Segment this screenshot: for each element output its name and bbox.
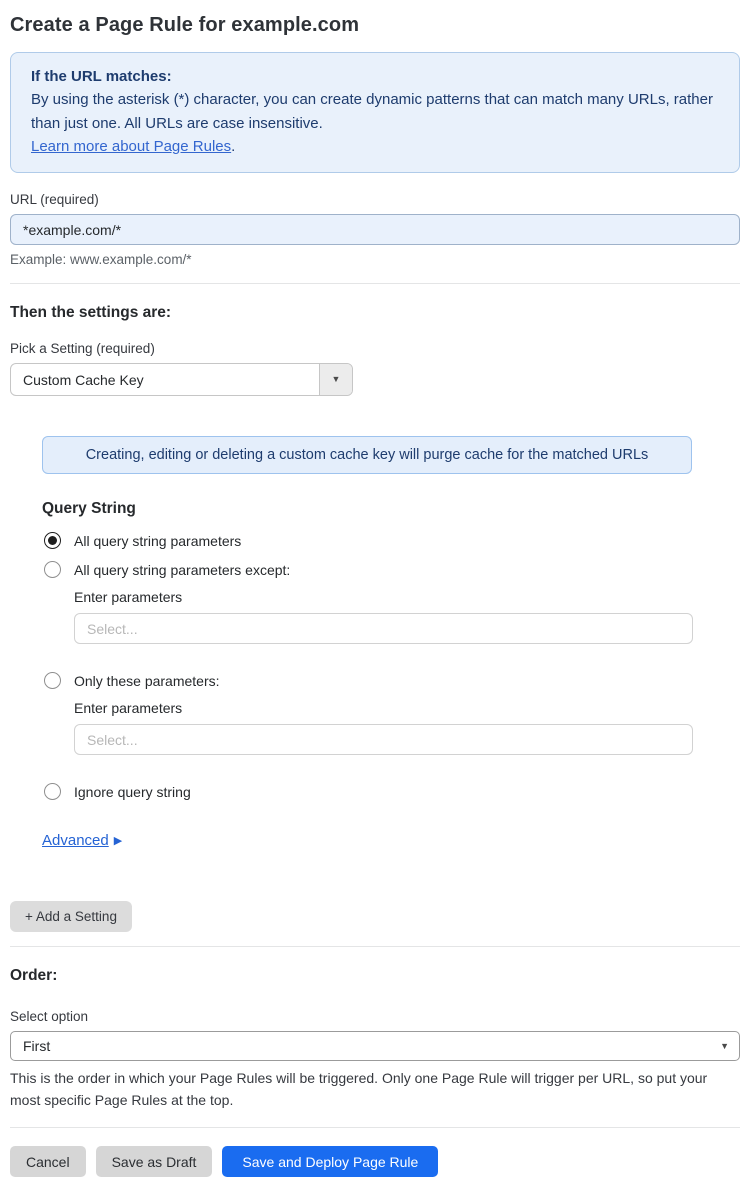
triangle-right-icon: ▶ [113,835,123,847]
order-heading: Order: [10,967,58,984]
footer-actions [10,1146,740,1177]
save-and-deploy-button[interactable]: Save and Deploy Page Rule [222,1146,438,1177]
radio-ignore-query-string[interactable] [44,783,740,800]
order-select[interactable] [10,1031,740,1061]
advanced-link[interactable] [42,832,122,849]
radio-label: All query string parameters [74,532,242,549]
learn-more-link[interactable]: Learn more about Page Rules [31,137,232,155]
url-field-hint: Example: www.example.com/* [10,252,192,267]
order-description: This is the order in which your Page Rules will be triggered. Only one Page Rule will trigger per URL, so put your most specific Page Rules at the top. [10,1070,708,1108]
pick-setting-label: Pick a Setting (required) [10,341,155,356]
radio-label: All query string parameters except: [74,561,291,578]
url-input[interactable] [10,214,740,245]
cancel-button[interactable]: Cancel [10,1146,86,1177]
caret-down-icon: ▼ [331,374,341,384]
radio-icon[interactable] [44,783,61,800]
radio-icon[interactable] [44,532,61,549]
query-string-heading: Query String [42,500,136,517]
link-suffix: . [231,137,236,155]
radio-label: Only these parameters: [74,672,220,689]
setting-dropdown-value: Custom Cache Key [23,371,144,388]
add-setting-button[interactable]: + Add a Setting [10,901,132,932]
purge-cache-notice: Creating, editing or deleting a custom cache key will purge cache for the matched URLs [42,436,692,474]
enter-parameters-label: Enter parameters [74,589,183,605]
order-select-value: First [23,1038,51,1054]
caret-down-icon: ▼ [720,1040,729,1051]
info-box-link-line [31,135,719,158]
divider [10,1127,740,1128]
setting-dropdown[interactable] [10,363,353,396]
order-select-label: Select option [10,1009,89,1024]
setting-dropdown-arrow-button[interactable] [319,364,352,395]
radio-icon[interactable] [44,561,61,578]
radio-all-query-params[interactable] [44,532,740,549]
only-parameters-input[interactable] [74,724,693,755]
radio-icon[interactable] [44,672,61,689]
settings-heading: Then the settings are: [10,304,172,321]
advanced-link-label: Advanced [42,832,109,849]
divider [10,946,740,947]
url-match-info-box [10,52,740,173]
radio-label: Ignore query string [74,783,191,800]
page-title: Create a Page Rule for example.com [10,14,360,36]
radio-only-these[interactable] [44,672,740,689]
divider [10,283,740,284]
url-field-label: URL (required) [10,192,99,207]
save-as-draft-button[interactable]: Save as Draft [96,1146,213,1177]
except-parameters-input[interactable] [74,613,693,644]
info-box-body: By using the asterisk (*) character, you can create dynamic patterns that can match many URLs, rather than just one. All URLs are case insensitive. [31,91,713,132]
info-box-heading: If the URL matches: [31,68,172,85]
enter-parameters-label: Enter parameters [74,700,183,716]
radio-all-except[interactable] [44,561,740,578]
